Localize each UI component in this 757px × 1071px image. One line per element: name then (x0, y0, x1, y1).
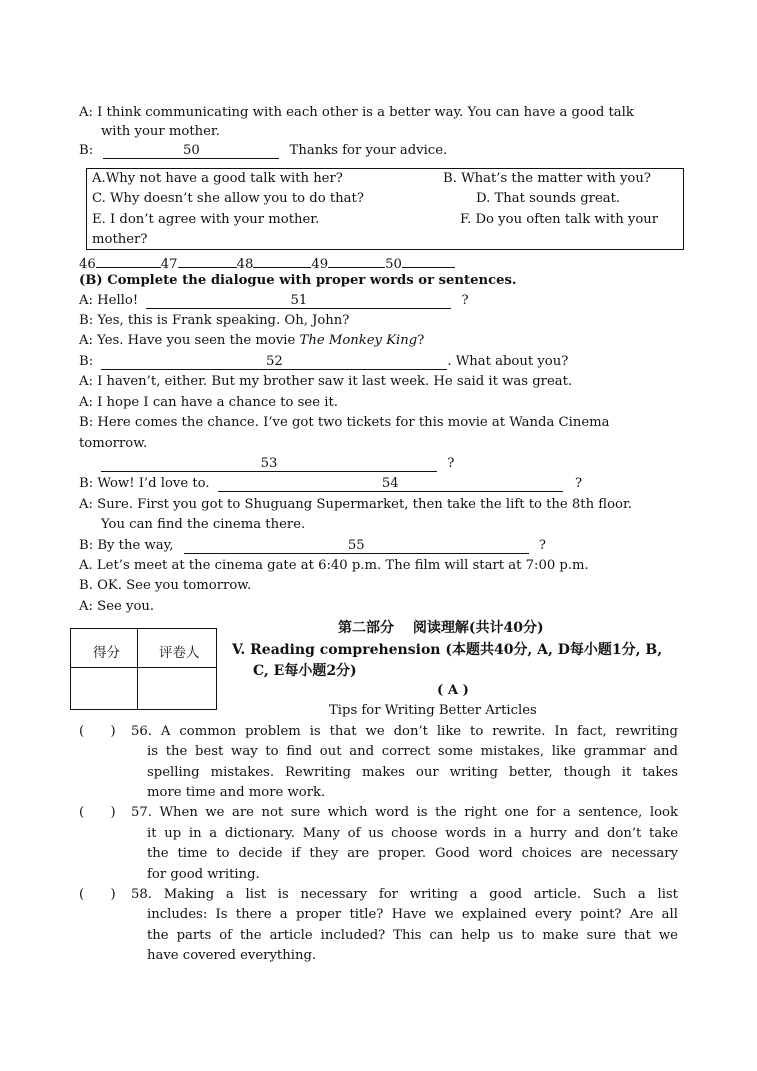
dialogue-text: B: Wow! I’d love to. (79, 476, 210, 491)
dialogue-text: ? (417, 333, 425, 348)
section-v-heading: V. Reading comprehension (本题共40分, A, D每小题1分, B, (232, 642, 663, 658)
speaker-label: B: (79, 354, 94, 369)
dialogue-text: Thanks for your advice. (289, 143, 448, 158)
answer-blank-46[interactable] (96, 252, 161, 268)
item-56-text: more time and more work. (147, 785, 326, 800)
dialogue-line: A: I think communicating with each other is a better way. You can have a good talk (79, 105, 634, 120)
dialogue-line: You can find the cinema there. (101, 517, 306, 532)
grader-label: 评卷人 (159, 645, 200, 661)
item-57-text: for good writing. (147, 867, 260, 882)
item-57-text: the time to decide if they are proper. Good word choices are necessary (147, 846, 678, 861)
item-58-text: includes: Is there a proper title? Have we explained every point? Are all (147, 907, 678, 922)
answer-num: 50 (385, 257, 402, 272)
dialogue-line-54 (79, 475, 582, 493)
option-f: F. Do you often talk with your (460, 212, 659, 227)
item-56-text: is the best way to find out and correct some mistakes, like grammar and (147, 744, 678, 759)
dialogue-line: B. OK. See you tomorrow. (79, 578, 252, 593)
item-58-text: the parts of the article included? This can help us to make sure that we (147, 928, 678, 943)
answer-blank-49[interactable] (328, 252, 385, 268)
answer-blank-54[interactable]: 54 (218, 476, 563, 492)
dialogue-line: A: I haven’t, either. But my brother saw it last week. He said it was great. (79, 374, 573, 389)
dialogue-line: A: Sure. First you got to Shuguang Supermarket, then take the lift to the 8th floor. (79, 497, 633, 512)
dialogue-line: B: Here comes the chance. I’ve got two tickets for this movie at Wanda Cinema (79, 415, 610, 430)
answer-blank-47[interactable] (178, 252, 237, 268)
answer-blank-51[interactable]: 51 (146, 293, 451, 309)
answer-paren[interactable]: ( ) (79, 724, 116, 739)
item-57-text: it up in a dictionary. Many of us choose words in a hurry and don’t take (147, 826, 678, 841)
section-b-heading: (B) Complete the dialogue with proper words or sentences. (79, 273, 517, 288)
item-57-text: 57. When we are not sure which word is the right one for a sentence, look (131, 805, 678, 820)
option-b: B. What’s the matter with you? (443, 171, 651, 186)
option-d: D. That sounds great. (476, 191, 621, 206)
dialogue-text: . What about you? (447, 354, 569, 369)
part2-title: 第二部分 阅读理解(共计40分) (338, 620, 544, 636)
dialogue-line: B: Yes, this is Frank speaking. Oh, John? (79, 313, 350, 328)
dialogue-text: A: Yes. Have you seen the movie (79, 333, 300, 348)
dialogue-line: with your mother. (101, 124, 220, 139)
dialogue-line-53 (101, 455, 454, 473)
dialogue-line: A: I hope I can have a chance to see it. (79, 395, 338, 410)
question-mark: ? (574, 476, 583, 491)
table-divider (137, 629, 138, 709)
answer-blank-53[interactable]: 53 (101, 456, 437, 472)
answer-num: 46 (79, 257, 96, 272)
answer-blank-50[interactable]: 50 (103, 143, 279, 159)
item-56-text: 56. A common problem is that we don’t like to rewrite. In fact, rewriting (131, 724, 678, 739)
answer-num: 49 (311, 257, 329, 272)
section-a-label: ( A ) (437, 683, 469, 698)
question-mark: ? (461, 293, 469, 308)
option-a: A.Why not have a good talk with her? (92, 171, 343, 186)
item-58-text: have covered everything. (147, 948, 317, 963)
score-label: 得分 (93, 645, 120, 661)
speaker-label: B: (79, 143, 94, 158)
dialogue-text: B: By the way, (79, 538, 174, 553)
option-f-cont: mother? (92, 232, 148, 247)
answer-paren[interactable]: ( ) (79, 805, 116, 820)
option-c: C. Why doesn’t she allow you to do that? (92, 191, 364, 206)
movie-title: The Monkey King (299, 333, 418, 348)
dialogue-line-51 (79, 292, 469, 310)
answer-num: 48 (236, 257, 254, 272)
item-56-text: spelling mistakes. Rewriting makes our writing better, though it takes (147, 765, 678, 780)
dialogue-line-50 (79, 142, 447, 160)
dialogue-line: tomorrow. (79, 436, 148, 451)
dialogue-text: A: Hello! (79, 293, 139, 308)
article-title: Tips for Writing Better Articles (329, 703, 537, 718)
answer-paren[interactable]: ( ) (79, 887, 116, 902)
score-table (70, 628, 217, 710)
section-v-heading-cont: C, E每小题2分) (253, 663, 357, 679)
dialogue-line-55 (79, 537, 546, 555)
dialogue-line-52 (79, 353, 568, 371)
answer-num: 47 (160, 257, 178, 272)
dialogue-line (79, 332, 424, 350)
answer-blank-52[interactable]: 52 (101, 354, 447, 370)
question-mark: ? (538, 538, 546, 553)
option-e: E. I don’t agree with your mother. (92, 212, 320, 227)
answer-blank-50b[interactable] (402, 252, 455, 268)
item-58-text: 58. Making a list is necessary for writing a good article. Such a list (131, 887, 678, 902)
question-mark: ? (447, 456, 455, 471)
table-divider (71, 667, 216, 668)
dialogue-line: A: See you. (79, 599, 155, 614)
answer-blank-48[interactable] (253, 252, 311, 268)
answer-blank-55[interactable]: 55 (184, 538, 529, 554)
answer-row (79, 252, 455, 274)
dialogue-line: A. Let’s meet at the cinema gate at 6:40 p.m. The film will start at 7:00 p.m. (79, 558, 589, 573)
